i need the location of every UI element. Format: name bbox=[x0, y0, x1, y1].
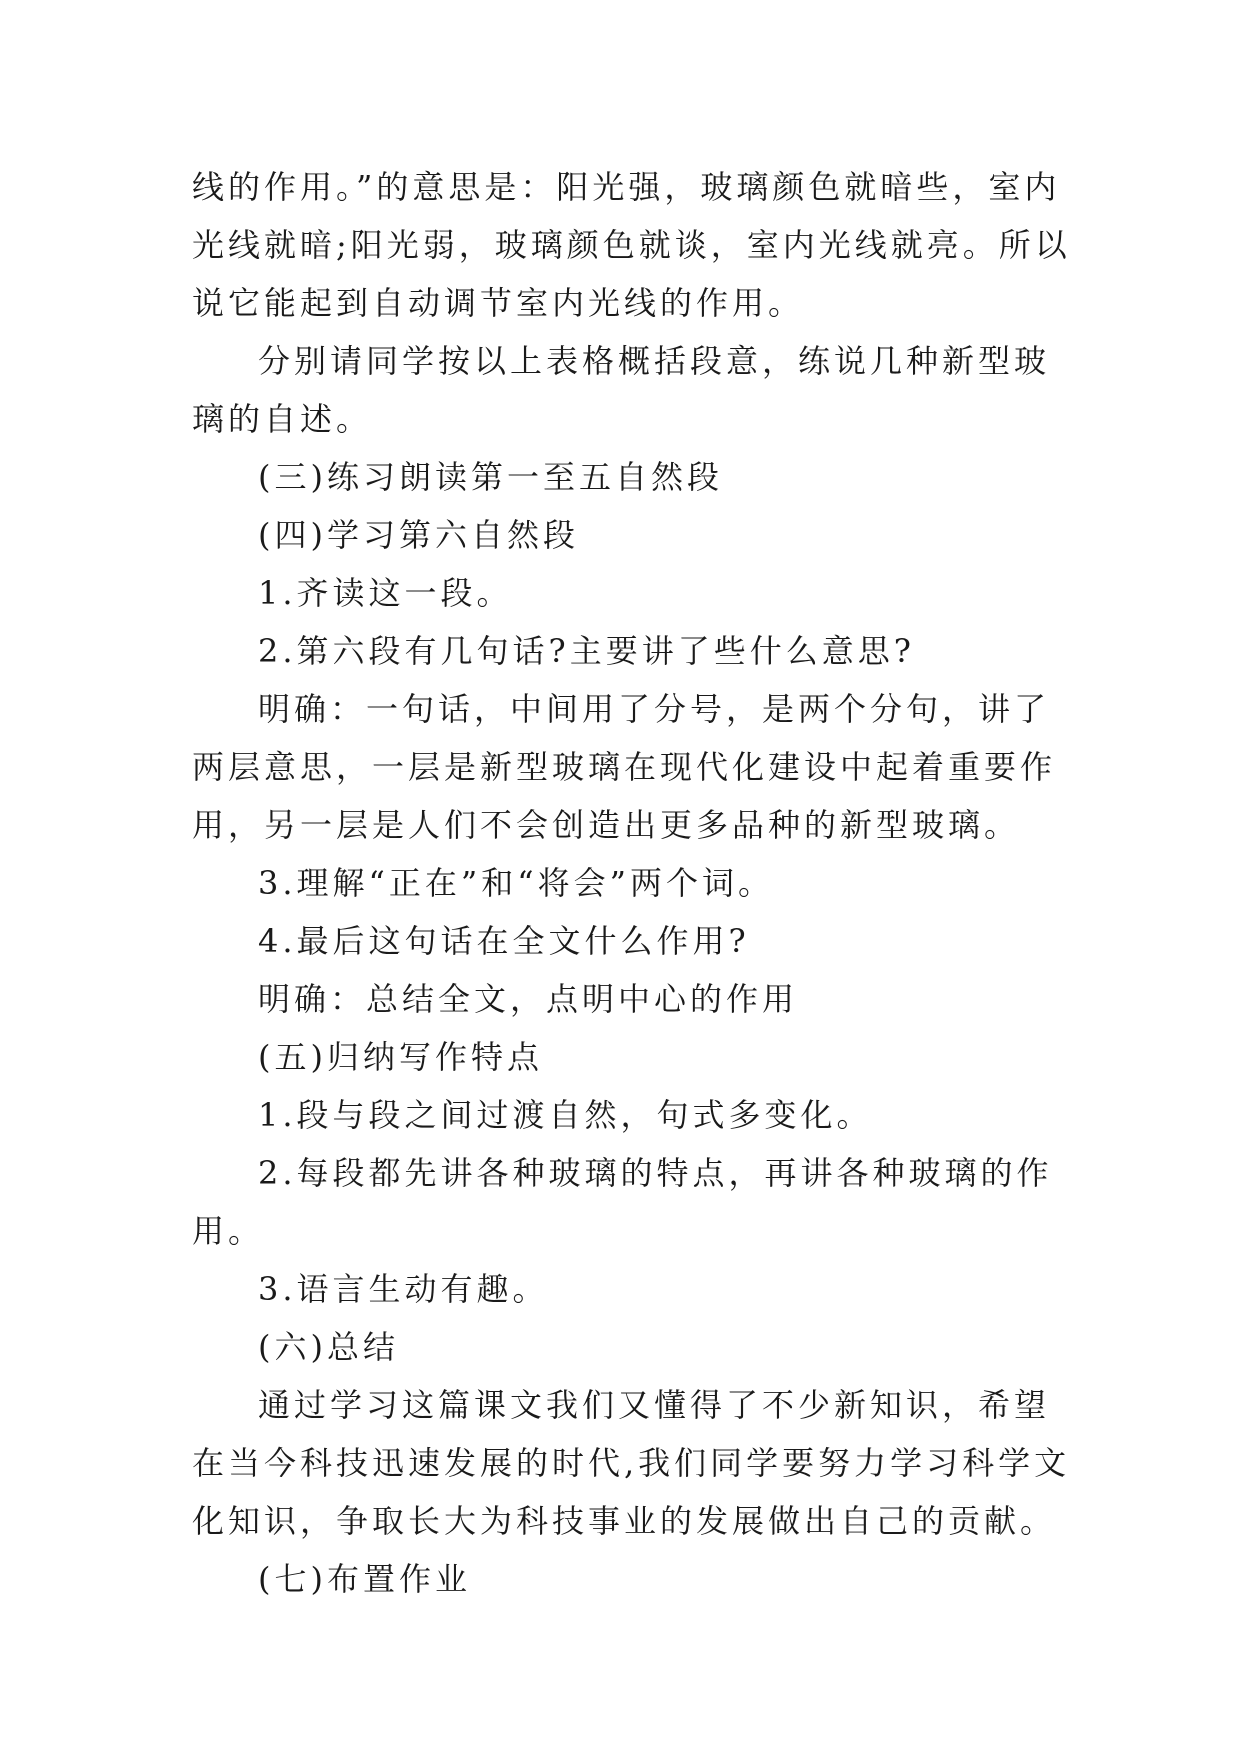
section-heading: (五)归纳写作特点 bbox=[258, 1038, 543, 1076]
paragraph: 明确：总结全文，点明中心的作用 bbox=[258, 980, 799, 1018]
paragraph: 线的作用。”的意思是：阳光强，玻璃颜色就暗些，室内光线就暗;阳光弱，玻璃颜色就谈，室内光线就亮。所以说它能起到自动调节室内光线的作用。 bbox=[192, 168, 1071, 322]
section-heading: (六)总结 bbox=[258, 1328, 399, 1366]
list-item: 2.每段都先讲各种玻璃的特点，再讲各种玻璃的作用。 bbox=[192, 1154, 1053, 1250]
section-heading: (三)练习朗读第一至五自然段 bbox=[258, 458, 723, 496]
list-item: 3.语言生动有趣。 bbox=[258, 1270, 549, 1308]
section-heading: (七)布置作业 bbox=[258, 1560, 471, 1598]
document-body bbox=[192, 158, 1072, 1608]
paragraph: 分别请同学按以上表格概括段意，练说几种新型玻璃的自述。 bbox=[192, 342, 1051, 438]
list-item: 3.理解“正在”和“将会”两个词。 bbox=[258, 864, 774, 902]
section-heading: (四)学习第六自然段 bbox=[258, 516, 579, 554]
list-item: 1.段与段之间过渡自然，句式多变化。 bbox=[258, 1096, 873, 1134]
paragraph: 明确：一句话，中间用了分号，是两个分句，讲了两层意思，一层是新型玻璃在现代化建设中起着重要作用，另一层是人们不会创造出更多品种的新型玻璃。 bbox=[192, 690, 1057, 844]
paragraph: 通过学习这篇课文我们又懂得了不少新知识，希望在当今科技迅速发展的时代,我们同学要努力学习科学文化知识，争取长大为科技事业的发展做出自己的贡献。 bbox=[192, 1386, 1071, 1540]
list-item: 2.第六段有几句话?主要讲了些什么意思? bbox=[258, 632, 915, 670]
list-item: 1.齐读这一段。 bbox=[258, 574, 513, 612]
list-item: 4.最后这句话在全文什么作用? bbox=[258, 922, 750, 960]
